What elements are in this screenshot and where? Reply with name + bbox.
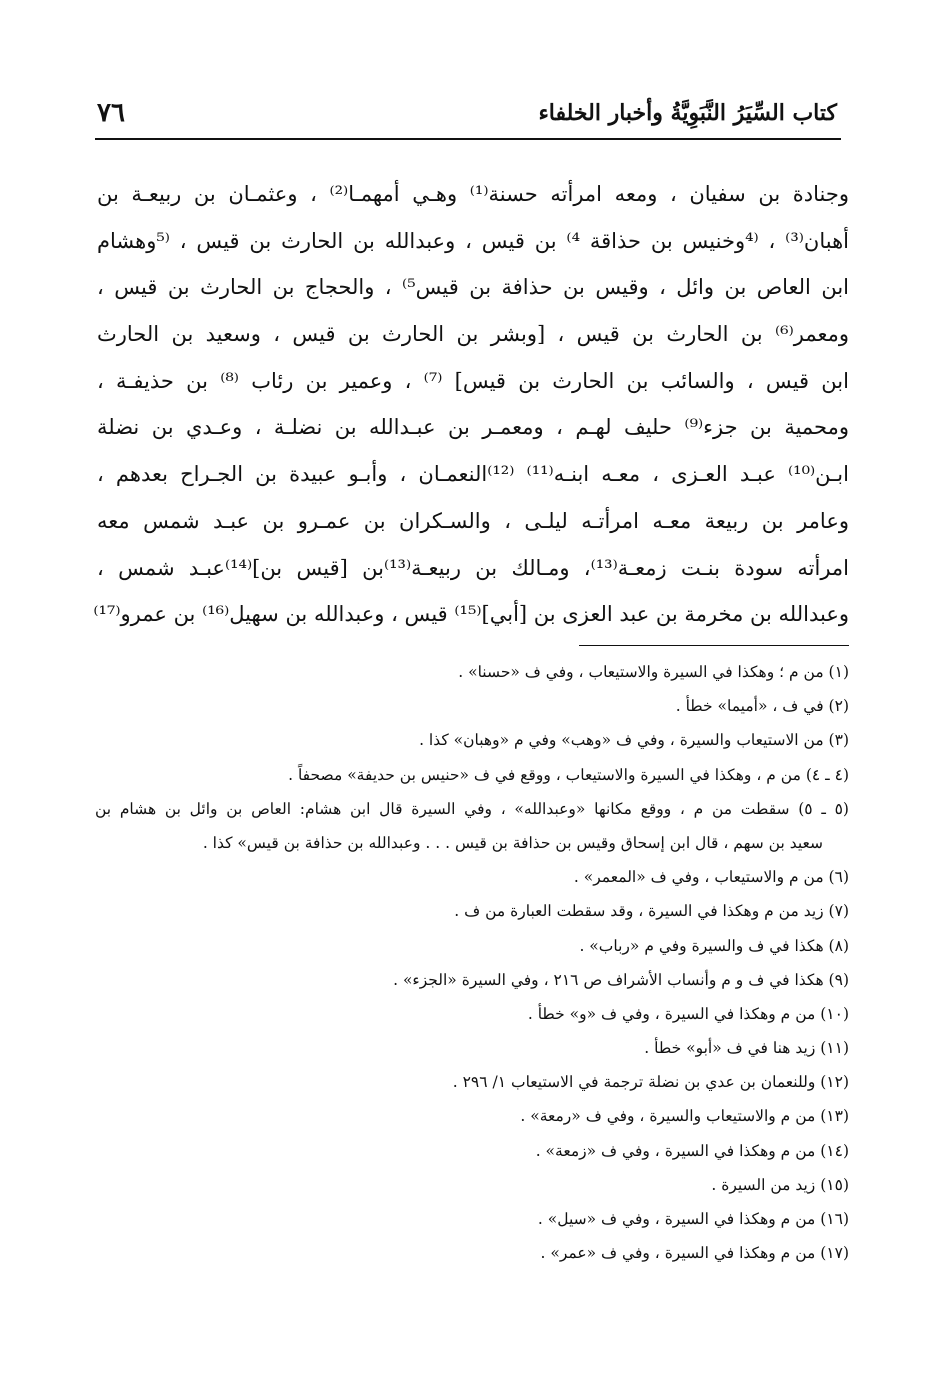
- running-title: كتاب السِّيَرُ النَّبَوِيَّةُ وأخبار الخلفاء: [538, 100, 837, 126]
- text-line: ابن العاص بن وائل ، وقيس بن حذافة بن قيس⁵⁾ ، والحجاج بن الحارث بن قيس ،: [97, 275, 849, 300]
- footnote: (١) من م ؛ وهكذا في السيرة والاستيعاب ، وفي ف «حسنا» .: [458, 663, 849, 681]
- footnote: (٩) هكذا في ف و م وأنساب الأشراف ص ٢١٦ ، وفي السيرة «الجزء» .: [393, 970, 849, 989]
- text-line: وجنادة بن سفيان ، ومعه امرأته حسنة⁽¹⁾ وهـي أمهمـا⁽²⁾ ، وعثمـان بن ربيعـة بن: [97, 182, 849, 206]
- text-line: ومحمية بن جزء⁽⁹⁾ حليف لهـم ، ومعمـر بن عبـدالله بن نضلـة ، وعـدي بن نضلة: [97, 415, 849, 440]
- text-line: ومعمر⁽⁶⁾ بن الحارث بن قيس ، [وبشر بن الحارث بن قيس ، وسعيد بن الحارث: [97, 322, 849, 347]
- footnote: (٣) من الاستيعاب والسيرة ، وفي ف «وهب» وفي م «وهبان» كذا .: [419, 731, 849, 750]
- footnote-rule: [579, 645, 849, 646]
- text-line: ابن قيس ، والسائب بن الحارث بن قيس] ⁽⁷⁾ ، وعمير بن رئاب ⁽⁸⁾ بن حذيفـة ،: [97, 368, 849, 393]
- footnote: (٦) من م والاستيعاب ، وفي ف «المعمر» .: [573, 868, 849, 887]
- footnote: (١٧) من م وهكذا في السيرة ، وفي ف «عمر» .: [540, 1244, 849, 1263]
- footnote: (١٠) من م وهكذا في السيرة ، وفي ف «و» خطأ .: [527, 1004, 849, 1023]
- text-line: وعبدالله بن مخرمة بن عبد العزى بن [أبي]⁽¹⁵⁾ قيس ، وعبدالله بن سهيل⁽¹⁶⁾ بن عمرو⁽¹⁷⁾: [93, 602, 849, 627]
- footnote: (١٣) من م والاستيعاب والسيرة ، وفي ف «رمعة» .: [520, 1107, 849, 1126]
- footnote: (٧) زيد من م وهكذا في السيرة ، وقد سقطت العبارة من ف .: [454, 902, 849, 921]
- footnote-continuation: سعيد بن سهم ، قال ابن إسحاق وقيس بن حذافة بن قيس . . . وعبدالله بن حذافة بن قيس» كذا .: [202, 833, 823, 852]
- text-line: أهبان⁽³⁾ ، ⁽⁴وخنيس بن حذاقة ⁴⁾ بن قيس ، وعبدالله بن الحارث بن قيس ، ⁽⁵وهشام: [97, 228, 849, 253]
- footnote: (١٢) وللنعمان بن عدي بن نضلة ترجمة في الاستيعاب ١/ ٢٩٦ .: [452, 1073, 849, 1092]
- footnote: (١٦) من م وهكذا في السيرة ، وفي ف «سيل» .: [537, 1210, 849, 1228]
- footnote: (١٤) من م وهكذا في السيرة ، وفي ف «زمعة» .: [535, 1141, 849, 1160]
- main-text: [93, 171, 849, 638]
- text-line: ابـن⁽¹⁰⁾ عبـد العـزى ، معـه ابنـه⁽¹¹⁾ ⁽¹²⁾النعمـان ، وأبـو عبيدة بن الجـراح بعدهم ،: [97, 462, 849, 487]
- footnote: (٤ ـ ٤) من م ، وهكذا في السيرة والاستيعاب ، ووقع في ف «حنيس بن حديفة» مصحفاً .: [288, 765, 849, 784]
- footnotes: [95, 655, 849, 1270]
- footnote: (٥ ـ ٥) سقطت من م ، ووقع مكانها «وعبدالله» ، وفي السيرة قال ابن هشام: العاص بن وائل بن هشام بن: [95, 799, 849, 818]
- text-line: امرأته سودة بنـت زمعـة⁽¹³⁾، ومـالك بن ربيعـة⁽¹³⁾بن [قيس بن]⁽¹⁴⁾عبـد شمس ،: [97, 555, 849, 580]
- footnote: (٨) هكذا في ف والسيرة وفي م «رباب» .: [579, 936, 849, 955]
- page-number: ٧٦: [97, 98, 125, 128]
- text-line: وعامر بن ربيعة معـه امرأتـه ليلـى ، والسـكران بن عمـرو بن عبـد شمس معه: [97, 508, 849, 533]
- footnote: (١١) زيد هنا في ف «أبو» خطأ .: [644, 1039, 849, 1058]
- page-header: [95, 96, 837, 136]
- header-rule: [95, 138, 841, 140]
- footnote: (١٥) زيد من السيرة .: [711, 1175, 849, 1194]
- footnote: (٢) في ف ، «أميما» خطأ .: [675, 697, 849, 716]
